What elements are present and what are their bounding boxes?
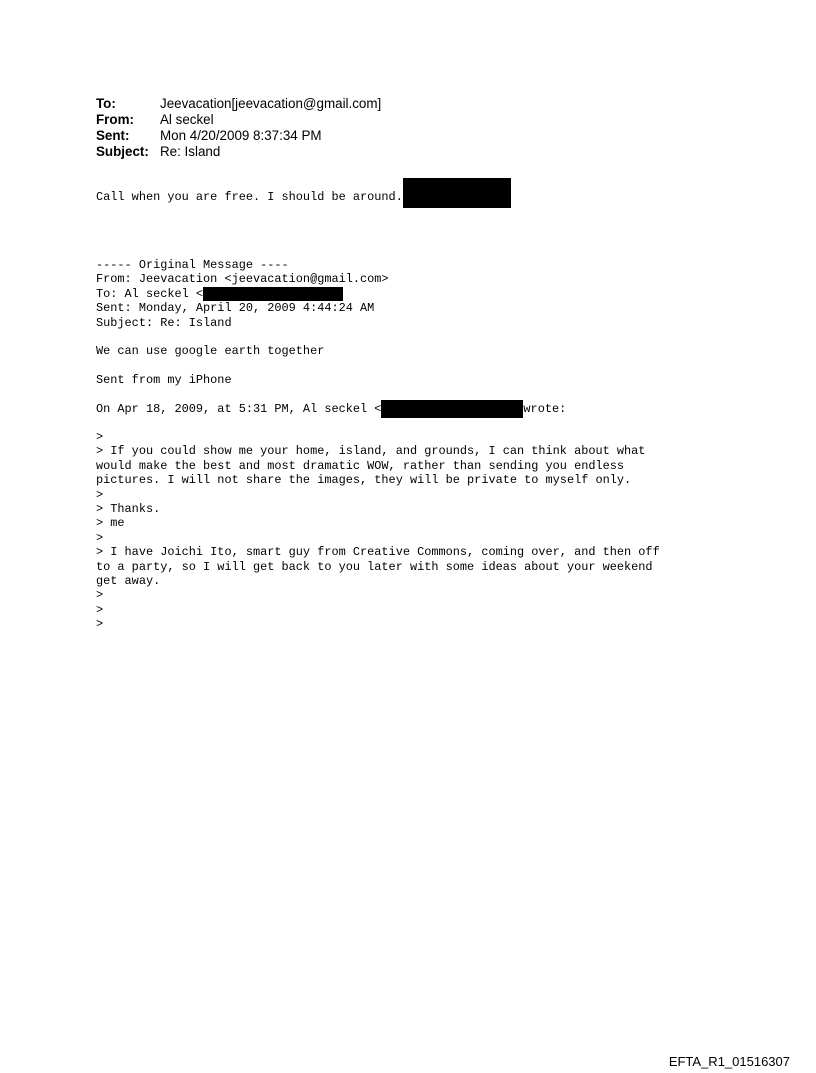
- to-row: [96, 96, 381, 112]
- email-header: [96, 96, 381, 160]
- sent-label: Sent:: [96, 128, 130, 143]
- to-label: To:: [96, 96, 116, 111]
- quoted-line: get away.: [96, 574, 161, 589]
- from-row: [96, 112, 381, 128]
- original-sent-line: Sent: Monday, April 20, 2009 4:44:24 AM: [96, 301, 375, 316]
- original-body-2: Sent from my iPhone: [96, 373, 232, 387]
- from-label: From:: [96, 112, 134, 127]
- original-to-prefix: To: Al seckel <: [96, 286, 204, 301]
- quoted-line: > I have Joichi Ito, smart guy from Creative Commons, coming over, and then off: [96, 545, 660, 560]
- redaction-block: [403, 178, 511, 208]
- subject-row: [96, 144, 381, 160]
- original-message-block: [96, 258, 389, 330]
- subject-label: Subject:: [96, 144, 149, 159]
- redaction-block: [381, 400, 523, 418]
- reply-text: Call when you are free. I should be around.: [96, 190, 403, 205]
- original-subject-line: Subject: Re: Island: [96, 315, 232, 330]
- quote-attribution-prefix: On Apr 18, 2009, at 5:31 PM, Al seckel <: [96, 402, 382, 417]
- quoted-line: >: [96, 487, 104, 502]
- quoted-text-block: [96, 430, 660, 632]
- quote-attribution-suffix: wrote:: [523, 402, 567, 417]
- sent-value: Mon 4/20/2009 8:37:34 PM: [160, 128, 322, 143]
- quoted-line: >: [96, 602, 104, 617]
- original-body-1: We can use google earth together: [96, 344, 325, 358]
- original-from-line: From: Jeevacation <jeevacation@gmail.com>: [96, 272, 389, 287]
- quoted-line: to a party, so I will get back to you later with some ideas about your weekend: [96, 559, 653, 574]
- quoted-line: > If you could show me your home, island, and grounds, I can think about what: [96, 444, 646, 459]
- to-value: Jeevacation[jeevacation@gmail.com]: [160, 96, 382, 111]
- bates-number: EFTA_R1_01516307: [668, 1054, 790, 1069]
- reply-body: [96, 186, 511, 208]
- original-to-line: [96, 287, 389, 302]
- quoted-line: would make the best and most dramatic WOW, rather than sending you endless: [96, 458, 625, 473]
- quoted-line: >: [96, 588, 104, 603]
- quoted-line: >: [96, 530, 104, 545]
- quoted-line: pictures. I will not share the images, they will be private to myself only.: [96, 473, 632, 488]
- quoted-line: >: [96, 430, 104, 444]
- sent-row: [96, 128, 381, 144]
- quote-attribution: [96, 400, 566, 418]
- quoted-line: > Thanks.: [96, 502, 161, 517]
- original-divider: ----- Original Message ----: [96, 258, 289, 272]
- redaction-block: [203, 287, 343, 301]
- from-value: Al seckel: [160, 112, 214, 127]
- quoted-line: >: [96, 617, 104, 632]
- subject-value: Re: Island: [160, 144, 221, 159]
- quoted-line: > me: [96, 516, 125, 531]
